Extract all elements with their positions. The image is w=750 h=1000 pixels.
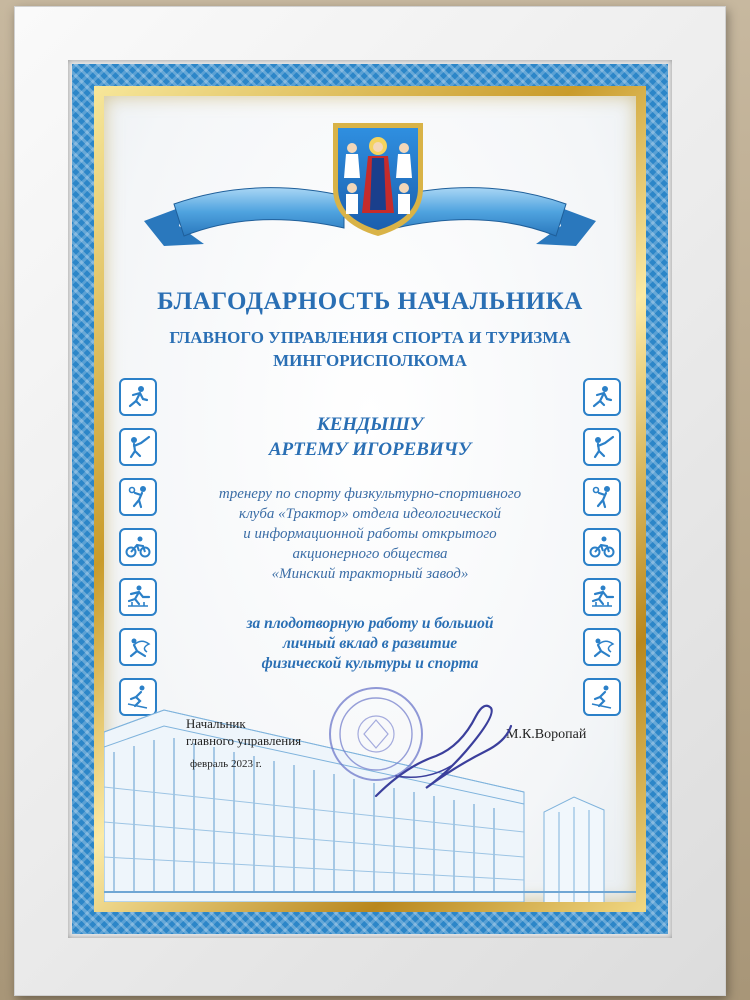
coat-of-arms-icon bbox=[328, 118, 428, 238]
sprint-icon bbox=[119, 378, 157, 416]
gymnastics-ribbon-icon bbox=[583, 628, 621, 666]
merit-statement bbox=[104, 614, 636, 674]
certificate bbox=[72, 64, 668, 934]
fencing-icon bbox=[583, 428, 621, 466]
sport-icons-right bbox=[583, 378, 621, 728]
certificate-subtitle-line2: МИНГОРИСПОЛКОМА bbox=[273, 351, 467, 370]
description-line: «Минский тракторный завод» bbox=[271, 566, 469, 582]
description-line: и информационной работы открытого bbox=[243, 526, 497, 542]
gymnastics-ribbon-icon bbox=[119, 628, 157, 666]
cycling-icon bbox=[583, 528, 621, 566]
signatory-position-line2: главного управления bbox=[186, 733, 302, 748]
hurdles-icon bbox=[119, 578, 157, 616]
volleyball-icon bbox=[583, 478, 621, 516]
recipient-surname: КЕНДЫШУ bbox=[316, 414, 424, 435]
certificate-title: БЛАГОДАРНОСТЬ НАЧАЛЬНИКА bbox=[157, 288, 583, 315]
merit-line: за плодотворную работу и большой bbox=[246, 615, 494, 632]
certificate-paper bbox=[104, 96, 636, 902]
merit-line: личный вклад в развитие bbox=[282, 635, 458, 652]
volleyball-icon bbox=[119, 478, 157, 516]
recipient-description bbox=[104, 484, 636, 584]
emblem-header bbox=[104, 118, 636, 278]
sprint-icon bbox=[583, 378, 621, 416]
signatory-name: М.К.Воропай bbox=[506, 727, 587, 742]
certificate-subtitle-line1: ГЛАВНОГО УПРАВЛЕНИЯ СПОРТА И ТУРИЗМА bbox=[169, 328, 571, 347]
hurdles-icon bbox=[583, 578, 621, 616]
signatory-position-line1: Начальник bbox=[186, 716, 246, 731]
description-line: клуба «Трактор» отдела идеологической bbox=[239, 506, 501, 522]
picture-frame bbox=[14, 6, 726, 996]
fencing-icon bbox=[119, 428, 157, 466]
sport-icons-left bbox=[119, 378, 157, 728]
description-line: тренеру по спорту физкультурно-спортивного bbox=[218, 486, 522, 502]
cycling-icon bbox=[119, 528, 157, 566]
merit-line: физической культуры и спорта bbox=[261, 655, 479, 672]
issue-date: февраль 2023 г. bbox=[190, 758, 262, 770]
signature-icon bbox=[366, 696, 516, 806]
description-line: акционерного общества bbox=[292, 546, 448, 562]
recipient-name: АРТЕМУ ИГОРЕВИЧУ bbox=[268, 439, 472, 460]
